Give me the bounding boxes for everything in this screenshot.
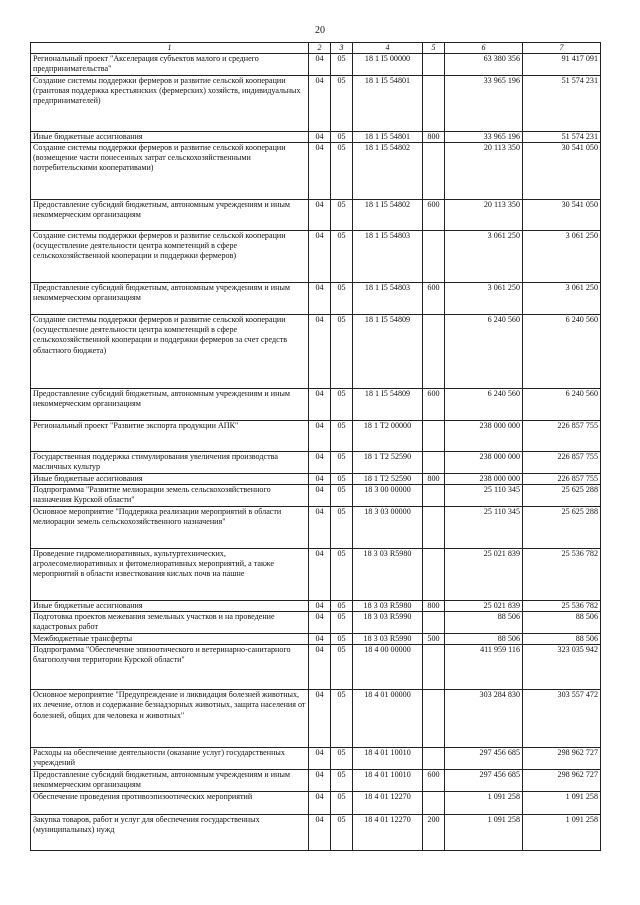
row-subsection: 05	[331, 473, 353, 484]
row-target-code: 18 4 01 12270	[353, 791, 423, 814]
table-row	[31, 473, 601, 484]
row-section: 04	[309, 747, 331, 769]
row-name: Иные бюджетные ассигнования	[31, 131, 309, 142]
row-subsection: 05	[331, 747, 353, 769]
row-name: Подпрограмма "Развитие мелиорации земель сельскохозяйственного назначения Курской области"	[31, 485, 309, 507]
row-amount-year-2: 298 962 727	[523, 769, 601, 791]
row-amount-year-1: 6 240 560	[445, 314, 523, 388]
table-row	[31, 689, 601, 747]
table-row	[31, 199, 601, 230]
row-target-code: 18 4 01 10010	[353, 769, 423, 791]
row-name: Проведение гидромелиоративных, культуртехнических, агролесомелиоративных и фитомелиоративных мероприятий, а также мероприятий в области известкования кислых почв на пашне	[31, 548, 309, 600]
table-row	[31, 75, 601, 131]
col-header-2: 2	[309, 43, 331, 54]
row-amount-year-2: 30 541 050	[523, 142, 601, 199]
row-subsection: 05	[331, 314, 353, 388]
row-expense-type	[423, 791, 445, 814]
row-target-code: 18 1 I5 54802	[353, 142, 423, 199]
table-row	[31, 644, 601, 689]
row-expense-type: 800	[423, 473, 445, 484]
row-section: 04	[309, 451, 331, 473]
row-target-code: 18 1 I5 54802	[353, 199, 423, 230]
row-subsection: 05	[331, 633, 353, 644]
col-header-7: 7	[523, 43, 601, 54]
row-section: 04	[309, 420, 331, 451]
budget-table	[30, 42, 601, 851]
row-section: 04	[309, 54, 331, 76]
row-name: Основное мероприятие "Поддержка реализации мероприятий в области мелиорации земель сельскохозяйственного назначения"	[31, 506, 309, 548]
row-section: 04	[309, 142, 331, 199]
row-amount-year-1: 1 091 258	[445, 791, 523, 814]
row-section: 04	[309, 548, 331, 600]
row-section: 04	[309, 633, 331, 644]
row-target-code: 18 1 I5 54801	[353, 75, 423, 131]
row-expense-type: 600	[423, 282, 445, 314]
row-expense-type: 500	[423, 633, 445, 644]
col-header-4: 4	[353, 43, 423, 54]
row-name: Предоставление субсидий бюджетным, автономным учреждениям и иным некоммерческим организациям	[31, 199, 309, 230]
row-subsection: 05	[331, 612, 353, 634]
row-amount-year-1: 1 091 258	[445, 814, 523, 850]
row-target-code: 18 3 03 R5980	[353, 548, 423, 600]
row-amount-year-2: 25 536 782	[523, 600, 601, 611]
row-target-code: 18 4 01 10010	[353, 747, 423, 769]
row-amount-year-1: 297 456 685	[445, 747, 523, 769]
row-expense-type	[423, 612, 445, 634]
row-target-code: 18 1 I5 54801	[353, 131, 423, 142]
row-section: 04	[309, 644, 331, 689]
row-name: Иные бюджетные ассигнования	[31, 473, 309, 484]
table-row	[31, 388, 601, 420]
row-subsection: 05	[331, 485, 353, 507]
table-row	[31, 791, 601, 814]
row-expense-type: 600	[423, 388, 445, 420]
table-row	[31, 282, 601, 314]
row-name: Основное мероприятие "Предупреждение и ликвидация болезней животных, их лечение, отлов и содержание безнадзорных животных, защита населения от болезней, общих для человека и животных"	[31, 689, 309, 747]
row-target-code: 18 1 T2 00000	[353, 420, 423, 451]
row-section: 04	[309, 230, 331, 282]
row-target-code: 18 3 03 00000	[353, 506, 423, 548]
row-amount-year-2: 226 857 755	[523, 473, 601, 484]
table-row	[31, 230, 601, 282]
table-row	[31, 451, 601, 473]
row-amount-year-2: 25 625 288	[523, 506, 601, 548]
row-name: Закупка товаров, работ и услуг для обеспечения государственных (муниципальных) нужд	[31, 814, 309, 850]
row-subsection: 05	[331, 131, 353, 142]
row-section: 04	[309, 473, 331, 484]
row-amount-year-2: 91 417 091	[523, 54, 601, 76]
table-row	[31, 142, 601, 199]
row-amount-year-1: 33 965 196	[445, 75, 523, 131]
row-name: Создание системы поддержки фермеров и развитие сельской кооперации (возмещение части понесенных затрат сельскохозяйственными потребительскими кооперативами)	[31, 142, 309, 199]
col-header-5: 5	[423, 43, 445, 54]
row-amount-year-1: 20 113 350	[445, 199, 523, 230]
row-name: Межбюджетные трансферты	[31, 633, 309, 644]
row-section: 04	[309, 75, 331, 131]
row-amount-year-1: 25 021 839	[445, 600, 523, 611]
row-amount-year-1: 411 959 116	[445, 644, 523, 689]
row-section: 04	[309, 769, 331, 791]
row-expense-type	[423, 485, 445, 507]
row-name: Государственная поддержка стимулирования увеличения производства масличных культур	[31, 451, 309, 473]
table-row	[31, 131, 601, 142]
row-subsection: 05	[331, 506, 353, 548]
row-amount-year-2: 51 574 231	[523, 75, 601, 131]
row-expense-type: 200	[423, 814, 445, 850]
table-row	[31, 600, 601, 611]
row-amount-year-2: 25 625 288	[523, 485, 601, 507]
row-target-code: 18 3 03 R5980	[353, 600, 423, 611]
table-row	[31, 54, 601, 76]
row-expense-type	[423, 75, 445, 131]
row-amount-year-2: 298 962 727	[523, 747, 601, 769]
row-target-code: 18 4 01 12270	[353, 814, 423, 850]
row-subsection: 05	[331, 548, 353, 600]
table-row	[31, 612, 601, 634]
row-subsection: 05	[331, 54, 353, 76]
table-row	[31, 506, 601, 548]
row-amount-year-2: 323 035 942	[523, 644, 601, 689]
row-subsection: 05	[331, 230, 353, 282]
row-subsection: 05	[331, 600, 353, 611]
row-name: Создание системы поддержки фермеров и развитие сельской кооперации (осуществление деятельности центра компетенций в сфере сельскохозяйственной кооперации и поддержки фермеров)	[31, 230, 309, 282]
row-amount-year-1: 63 380 356	[445, 54, 523, 76]
row-section: 04	[309, 600, 331, 611]
row-amount-year-1: 303 284 830	[445, 689, 523, 747]
row-name: Предоставление субсидий бюджетным, автономным учреждениям и иным некоммерческим организациям	[31, 282, 309, 314]
row-amount-year-2: 3 061 250	[523, 230, 601, 282]
col-header-6: 6	[445, 43, 523, 54]
row-name: Создание системы поддержки фермеров и развитие сельской кооперации (грантовая поддержка крестьянских (фермерских) хозяйств, индивидуальных предпринимателей)	[31, 75, 309, 131]
row-subsection: 05	[331, 420, 353, 451]
row-amount-year-2: 88 506	[523, 612, 601, 634]
row-name: Предоставление субсидий бюджетным, автономным учреждениям и иным некоммерческим организациям	[31, 388, 309, 420]
row-amount-year-1: 6 240 560	[445, 388, 523, 420]
table-row	[31, 420, 601, 451]
row-amount-year-1: 238 000 000	[445, 473, 523, 484]
row-name: Расходы на обеспечение деятельности (оказание услуг) государственных учреждений	[31, 747, 309, 769]
row-section: 04	[309, 689, 331, 747]
row-expense-type	[423, 54, 445, 76]
row-subsection: 05	[331, 282, 353, 314]
row-subsection: 05	[331, 791, 353, 814]
row-amount-year-2: 303 557 472	[523, 689, 601, 747]
row-name: Подготовка проектов межевания земельных участков и на проведение кадастровых работ	[31, 612, 309, 634]
page-number: 20	[315, 25, 325, 36]
row-amount-year-2: 226 857 755	[523, 451, 601, 473]
row-target-code: 18 3 00 00000	[353, 485, 423, 507]
row-amount-year-1: 33 965 196	[445, 131, 523, 142]
row-expense-type	[423, 142, 445, 199]
row-subsection: 05	[331, 451, 353, 473]
row-subsection: 05	[331, 689, 353, 747]
row-amount-year-1: 3 061 250	[445, 282, 523, 314]
row-expense-type	[423, 230, 445, 282]
row-section: 04	[309, 485, 331, 507]
row-expense-type	[423, 689, 445, 747]
row-target-code: 18 1 I5 54809	[353, 388, 423, 420]
row-expense-type: 800	[423, 131, 445, 142]
row-amount-year-1: 25 110 345	[445, 485, 523, 507]
row-name: Региональный проект "Развитие экспорта продукции АПК"	[31, 420, 309, 451]
row-section: 04	[309, 314, 331, 388]
row-target-code: 18 1 T2 52590	[353, 473, 423, 484]
row-expense-type	[423, 548, 445, 600]
row-amount-year-2: 51 574 231	[523, 131, 601, 142]
row-section: 04	[309, 282, 331, 314]
row-target-code: 18 4 01 00000	[353, 689, 423, 747]
row-subsection: 05	[331, 769, 353, 791]
row-target-code: 18 1 I5 00000	[353, 54, 423, 76]
row-amount-year-2: 88 506	[523, 633, 601, 644]
row-subsection: 05	[331, 199, 353, 230]
row-name: Иные бюджетные ассигнования	[31, 600, 309, 611]
row-section: 04	[309, 612, 331, 634]
row-amount-year-2: 25 536 782	[523, 548, 601, 600]
row-target-code: 18 3 03 R5990	[353, 612, 423, 634]
row-section: 04	[309, 506, 331, 548]
row-expense-type	[423, 314, 445, 388]
table-row	[31, 814, 601, 850]
row-name: Региональный проект "Акселерация субъектов малого и среднего предпринимательства"	[31, 54, 309, 76]
row-amount-year-2: 3 061 250	[523, 282, 601, 314]
row-amount-year-1: 25 021 839	[445, 548, 523, 600]
row-name: Создание системы поддержки фермеров и развитие сельской кооперации (осуществление деятельности центра компетенций в сфере сельскохозяйственной кооперации и поддержки фермеров за счет средств областного бюджета)	[31, 314, 309, 388]
row-name: Предоставление субсидий бюджетным, автономным учреждениям и иным некоммерческим организациям	[31, 769, 309, 791]
row-section: 04	[309, 131, 331, 142]
row-target-code: 18 1 I5 54809	[353, 314, 423, 388]
row-target-code: 18 1 T2 52590	[353, 451, 423, 473]
row-name: Подпрограмма "Обеспечение эпизоотического и ветеринарно-санитарного благополучия территории Курской области"	[31, 644, 309, 689]
row-target-code: 18 3 03 R5990	[353, 633, 423, 644]
row-subsection: 05	[331, 75, 353, 131]
row-section: 04	[309, 388, 331, 420]
row-expense-type	[423, 747, 445, 769]
row-subsection: 05	[331, 644, 353, 689]
row-section: 04	[309, 791, 331, 814]
table-row	[31, 747, 601, 769]
row-amount-year-1: 238 000 000	[445, 420, 523, 451]
row-amount-year-2: 30 541 050	[523, 199, 601, 230]
row-amount-year-1: 238 000 000	[445, 451, 523, 473]
row-target-code: 18 1 I5 54803	[353, 282, 423, 314]
col-header-3: 3	[331, 43, 353, 54]
row-amount-year-1: 88 506	[445, 612, 523, 634]
row-amount-year-2: 6 240 560	[523, 388, 601, 420]
row-expense-type	[423, 451, 445, 473]
row-target-code: 18 1 I5 54803	[353, 230, 423, 282]
row-amount-year-1: 25 110 345	[445, 506, 523, 548]
row-section: 04	[309, 814, 331, 850]
row-subsection: 05	[331, 388, 353, 420]
table-row	[31, 769, 601, 791]
table-header-row	[31, 43, 601, 54]
row-expense-type	[423, 506, 445, 548]
col-header-1: 1	[31, 43, 309, 54]
row-amount-year-2: 6 240 560	[523, 314, 601, 388]
row-expense-type: 800	[423, 600, 445, 611]
row-expense-type	[423, 644, 445, 689]
row-subsection: 05	[331, 814, 353, 850]
row-amount-year-1: 88 506	[445, 633, 523, 644]
row-expense-type	[423, 420, 445, 451]
row-subsection: 05	[331, 142, 353, 199]
row-expense-type: 600	[423, 769, 445, 791]
row-amount-year-1: 297 456 685	[445, 769, 523, 791]
row-amount-year-1: 3 061 250	[445, 230, 523, 282]
table-row	[31, 485, 601, 507]
row-amount-year-2: 1 091 258	[523, 791, 601, 814]
row-amount-year-1: 20 113 350	[445, 142, 523, 199]
table-row	[31, 548, 601, 600]
row-expense-type: 600	[423, 199, 445, 230]
row-name: Обеспечение проведения противоэпизоотических мероприятий	[31, 791, 309, 814]
row-amount-year-2: 226 857 755	[523, 420, 601, 451]
row-amount-year-2: 1 091 258	[523, 814, 601, 850]
row-section: 04	[309, 199, 331, 230]
table-row	[31, 314, 601, 388]
table-row	[31, 633, 601, 644]
row-target-code: 18 4 00 00000	[353, 644, 423, 689]
